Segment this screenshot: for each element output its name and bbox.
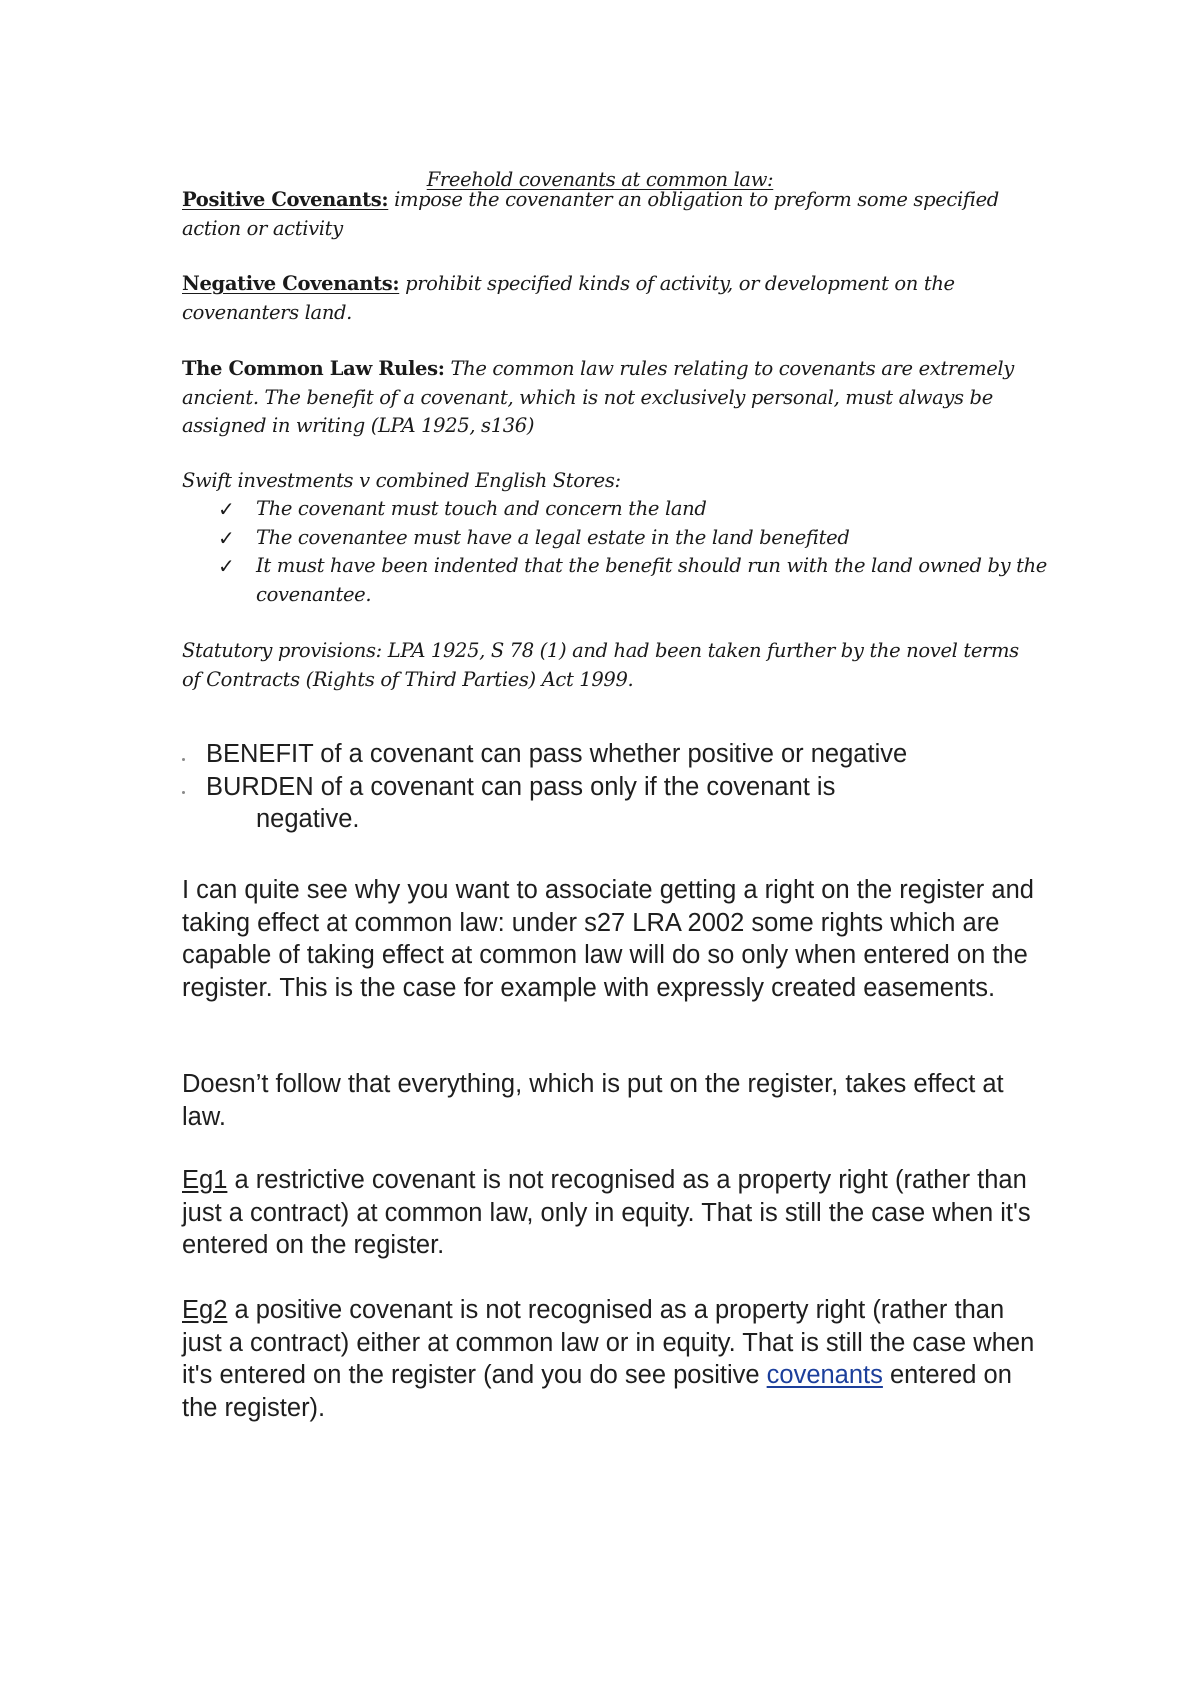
negative-covenants-text: prohibit specified kinds of activity, or development on the covenanters land. (182, 272, 955, 324)
positive-covenants-text: impose the covenanter an obligation to preform some specified action or activity (182, 188, 999, 240)
doesnt-follow-paragraph: Doesn’t follow that everything, which is put on the register, takes effect at law. (182, 1070, 1004, 1131)
statutory-paragraph: Statutory provisions: LPA 1925, S 78 (1) and had been taken further by the novel terms of Contracts (Rights of Third Parties) Act 1999. (182, 639, 1019, 691)
passing-list (182, 738, 1042, 836)
page-title: Freehold covenants at common law: (426, 167, 774, 191)
list-item: BURDEN of a covenant can pass only if the covenant is negative. (182, 771, 1042, 836)
negative-covenants-label: Negative Covenants: (182, 272, 400, 295)
bullet-icon (182, 791, 185, 794)
common-law-rules-label: The Common Law Rules: (182, 357, 445, 380)
covenants-link[interactable]: covenants (766, 1361, 883, 1389)
positive-covenants-label: Positive Covenants: (182, 188, 389, 211)
list-item: ✓ It must have been indented that the benefit should run with the land owned by the covenantee. (218, 554, 1047, 606)
checkmark-icon: ✓ (218, 525, 235, 550)
eg2-tail: entered on the register). (182, 1361, 1012, 1422)
register-paragraph: I can quite see why you want to associate getting a right on the register and taking effect at common law: under s27 LRA 2002 some rights which are capable of taking effect at common law will do so only when entered on the register. This is the case for example with expressly created easements. (182, 876, 1034, 1002)
eg2-text: a positive covenant is not recognised as a property right (rather than just a contract) either at common law or in equity. That is still the case when it's entered on the register (and you do see positive (182, 1296, 1035, 1389)
eg1-paragraph (182, 1164, 1042, 1262)
swift-checklist (218, 495, 1058, 609)
bullet-icon (182, 758, 185, 761)
eg2-label: Eg2 (182, 1296, 228, 1324)
positive-covenants-paragraph (182, 186, 1042, 243)
common-law-rules-paragraph (182, 355, 1042, 441)
negative-covenants-paragraph (182, 270, 1042, 327)
list-item: ✓ The covenantee must have a legal estate in the land benefited (218, 524, 1058, 553)
eg1-text: a restrictive covenant is not recognised as a property right (rather than just a contract) at common law, only in equity. That is still the case when it's entered on the register. (182, 1166, 1031, 1259)
list-item: BENEFIT of a covenant can pass whether positive or negative (182, 738, 1042, 771)
eg2-paragraph (182, 1294, 1042, 1424)
checkmark-icon: ✓ (218, 554, 235, 578)
checkmark-icon: ✓ (218, 497, 235, 521)
list-item: ✓ The covenant must touch and concern the land (218, 495, 1058, 524)
common-law-rules-text: The common law rules relating to covenants are extremely ancient. The benefit of a covenant, which is not exclusively personal, must always be assigned in writing (LPA 1925, s136) (182, 357, 1014, 437)
swift-heading: Swift investments v combined English Stores: (182, 469, 621, 492)
eg1-label: Eg1 (182, 1166, 228, 1194)
